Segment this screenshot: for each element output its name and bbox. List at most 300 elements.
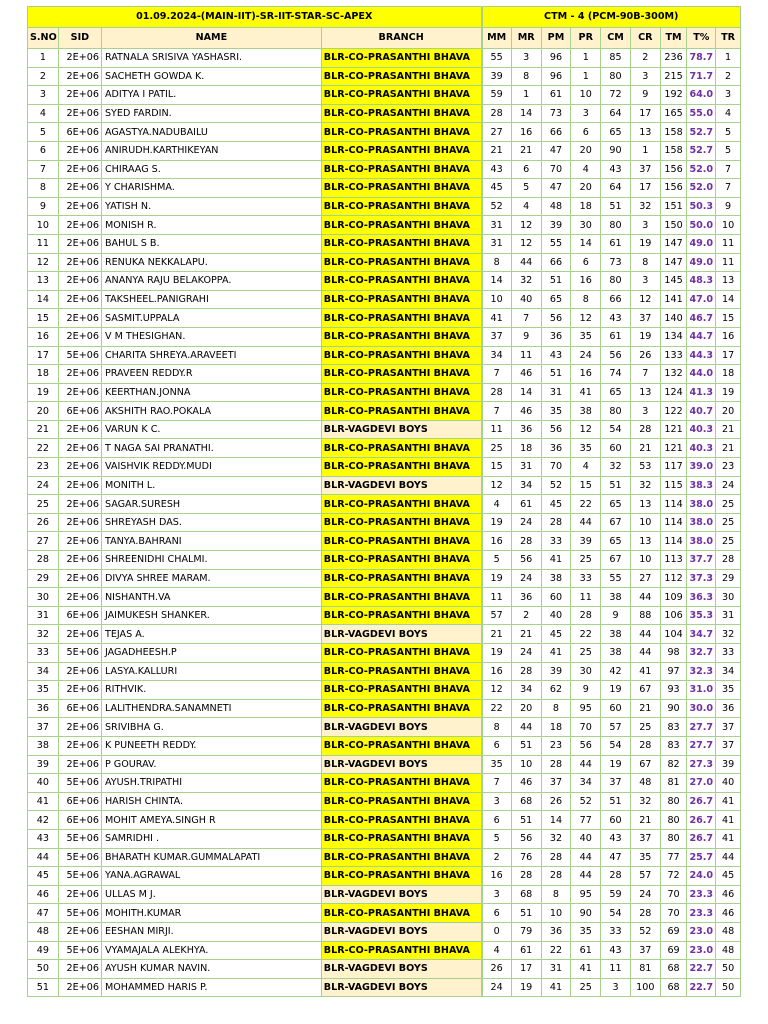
col-header-mm: MM [482,28,512,49]
cell-tpercent: 49.0 [687,253,716,272]
table-row [28,123,741,142]
cell-tr: 25 [716,495,741,514]
cell-pr: 41 [571,960,601,979]
cell-branch: BLR-VAGDEVI BOYS [321,476,481,495]
cell-name: NISHANTH.VA [101,588,321,607]
cell-cr: 67 [630,681,660,700]
cell-cm: 43 [601,941,631,960]
cell-name: CHIRAAG S. [101,160,321,179]
cell-pm: 47 [541,141,571,160]
cell-tr: 33 [716,644,741,663]
cell-sid: 5E+06 [58,346,101,365]
cell-tr: 13 [716,272,741,291]
cell-mr: 44 [511,253,541,272]
cell-cm: 43 [601,160,631,179]
cell-sno: 10 [28,216,59,235]
cell-mr: 20 [511,699,541,718]
cell-tr: 20 [716,402,741,421]
cell-tpercent: 40.7 [687,402,716,421]
cell-tm: 124 [660,383,687,402]
cell-sid: 2E+06 [58,476,101,495]
cell-mm: 0 [482,922,512,941]
cell-mr: 51 [511,811,541,830]
cell-sid: 2E+06 [58,383,101,402]
cell-tr: 25 [716,532,741,551]
cell-sno: 1 [28,49,59,68]
cell-cm: 64 [601,104,631,123]
cell-sno: 51 [28,978,59,997]
cell-name: CHARITA SHREYA.ARAVEETI [101,346,321,365]
cell-tpercent: 52.0 [687,160,716,179]
cell-branch: BLR-CO-PRASANTHI BHAVA [321,588,481,607]
table-row [28,829,741,848]
cell-pr: 16 [571,272,601,291]
cell-tr: 17 [716,346,741,365]
cell-pr: 22 [571,625,601,644]
cell-branch: BLR-CO-PRASANTHI BHAVA [321,216,481,235]
cell-tpercent: 40.3 [687,439,716,458]
cell-name: DIVYA SHREE MARAM. [101,569,321,588]
table-row [28,551,741,570]
cell-pr: 38 [571,402,601,421]
cell-pm: 8 [541,699,571,718]
table-row [28,848,741,867]
cell-name: SHREENIDHI CHALMI. [101,551,321,570]
cell-sid: 2E+06 [58,718,101,737]
cell-sid: 2E+06 [58,885,101,904]
cell-tr: 21 [716,439,741,458]
cell-mr: 51 [511,736,541,755]
cell-cr: 7 [630,365,660,384]
cell-tm: 81 [660,774,687,793]
cell-cr: 19 [630,234,660,253]
cell-sno: 43 [28,829,59,848]
cell-tm: 106 [660,606,687,625]
cell-name: MOHIT AMEYA.SINGH R [101,811,321,830]
table-row [28,476,741,495]
cell-sno: 38 [28,736,59,755]
cell-tm: 158 [660,141,687,160]
cell-cr: 35 [630,848,660,867]
cell-pr: 33 [571,569,601,588]
cell-name: LALITHENDRA.SANAMNETI [101,699,321,718]
cell-sno: 35 [28,681,59,700]
cell-pm: 28 [541,867,571,886]
cell-pr: 15 [571,476,601,495]
cell-name: V M THESIGHAN. [101,327,321,346]
cell-cm: 51 [601,476,631,495]
cell-cm: 80 [601,216,631,235]
cell-cm: 66 [601,290,631,309]
cell-mr: 2 [511,606,541,625]
cell-tr: 44 [716,848,741,867]
col-header-sid: SID [58,28,101,49]
table-row [28,86,741,105]
table-row [28,699,741,718]
table-row [28,402,741,421]
cell-mr: 36 [511,588,541,607]
cell-tr: 14 [716,290,741,309]
cell-sid: 2E+06 [58,420,101,439]
cell-tr: 39 [716,755,741,774]
cell-tpercent: 23.0 [687,922,716,941]
cell-sid: 2E+06 [58,160,101,179]
cell-name: P GOURAV. [101,755,321,774]
cell-sid: 2E+06 [58,327,101,346]
table-row [28,513,741,532]
cell-pm: 35 [541,402,571,421]
cell-sno: 2 [28,67,59,86]
cell-tr: 46 [716,885,741,904]
cell-mm: 7 [482,774,512,793]
cell-cm: 80 [601,272,631,291]
cell-sid: 2E+06 [58,365,101,384]
cell-cm: 74 [601,365,631,384]
cell-sno: 32 [28,625,59,644]
cell-mm: 10 [482,290,512,309]
cell-sid: 2E+06 [58,272,101,291]
cell-tpercent: 34.7 [687,625,716,644]
cell-tpercent: 22.7 [687,960,716,979]
cell-tpercent: 23.0 [687,941,716,960]
table-row [28,49,741,68]
cell-tr: 23 [716,458,741,477]
col-header-branch: BRANCH [321,28,481,49]
cell-mr: 7 [511,309,541,328]
cell-pm: 65 [541,290,571,309]
cell-pr: 14 [571,234,601,253]
cell-pr: 16 [571,365,601,384]
table-row [28,290,741,309]
cell-mr: 34 [511,681,541,700]
cell-name: HARISH CHINTA. [101,792,321,811]
cell-pm: 40 [541,606,571,625]
cell-sid: 2E+06 [58,216,101,235]
col-header-mr: MR [511,28,541,49]
cell-tr: 34 [716,662,741,681]
cell-cr: 8 [630,253,660,272]
cell-tm: 109 [660,588,687,607]
table-row [28,365,741,384]
cell-mr: 1 [511,86,541,105]
table-row [28,811,741,830]
cell-cr: 13 [630,495,660,514]
cell-sno: 29 [28,569,59,588]
cell-mm: 28 [482,104,512,123]
cell-mm: 31 [482,234,512,253]
cell-mr: 28 [511,532,541,551]
cell-tr: 46 [716,904,741,923]
cell-pr: 35 [571,327,601,346]
cell-tm: 165 [660,104,687,123]
cell-tpercent: 50.3 [687,197,716,216]
cell-cr: 1 [630,141,660,160]
cell-pr: 61 [571,941,601,960]
cell-cm: 90 [601,141,631,160]
cell-tm: 70 [660,885,687,904]
cell-tm: 80 [660,829,687,848]
cell-sid: 2E+06 [58,551,101,570]
cell-branch: BLR-VAGDEVI BOYS [321,625,481,644]
cell-pr: 11 [571,588,601,607]
cell-sid: 2E+06 [58,458,101,477]
cell-sid: 2E+06 [58,662,101,681]
cell-tm: 156 [660,160,687,179]
cell-tpercent: 64.0 [687,86,716,105]
cell-cr: 48 [630,774,660,793]
cell-tr: 11 [716,253,741,272]
cell-pm: 52 [541,476,571,495]
cell-pr: 1 [571,49,601,68]
cell-cr: 88 [630,606,660,625]
cell-pr: 20 [571,141,601,160]
cell-pm: 31 [541,960,571,979]
cell-branch: BLR-VAGDEVI BOYS [321,960,481,979]
cell-tpercent: 38.0 [687,495,716,514]
cell-name: AGASTYA.NADUBAILU [101,123,321,142]
cell-sno: 44 [28,848,59,867]
cell-pm: 56 [541,420,571,439]
cell-pm: 31 [541,383,571,402]
cell-branch: BLR-CO-PRASANTHI BHAVA [321,253,481,272]
cell-branch: BLR-CO-PRASANTHI BHAVA [321,346,481,365]
cell-sno: 41 [28,792,59,811]
cell-sno: 12 [28,253,59,272]
cell-pm: 66 [541,253,571,272]
cell-pm: 8 [541,885,571,904]
cell-cm: 3 [601,978,631,997]
cell-mm: 16 [482,867,512,886]
cell-tr: 45 [716,867,741,886]
cell-pr: 44 [571,848,601,867]
cell-mr: 36 [511,420,541,439]
cell-cr: 2 [630,49,660,68]
cell-cm: 60 [601,439,631,458]
cell-sid: 5E+06 [58,904,101,923]
cell-cm: 38 [601,644,631,663]
cell-sno: 39 [28,755,59,774]
table-row [28,718,741,737]
cell-tr: 32 [716,625,741,644]
cell-sid: 6E+06 [58,792,101,811]
cell-name: T NAGA SAI PRANATHI. [101,439,321,458]
cell-cr: 21 [630,699,660,718]
cell-mm: 4 [482,495,512,514]
cell-name: AKSHITH RAO.POKALA [101,402,321,421]
cell-branch: BLR-CO-PRASANTHI BHAVA [321,867,481,886]
cell-pm: 22 [541,941,571,960]
cell-branch: BLR-CO-PRASANTHI BHAVA [321,904,481,923]
cell-branch: BLR-CO-PRASANTHI BHAVA [321,513,481,532]
cell-branch: BLR-CO-PRASANTHI BHAVA [321,662,481,681]
cell-mr: 32 [511,272,541,291]
cell-pm: 28 [541,755,571,774]
cell-tr: 2 [716,67,741,86]
cell-cr: 9 [630,86,660,105]
cell-tm: 121 [660,420,687,439]
cell-mr: 4 [511,197,541,216]
cell-pm: 96 [541,67,571,86]
cell-name: BHARATH KUMAR.GUMMALAPATI [101,848,321,867]
table-row [28,234,741,253]
cell-tr: 30 [716,588,741,607]
cell-mm: 7 [482,402,512,421]
cell-pm: 41 [541,978,571,997]
cell-cm: 65 [601,532,631,551]
cell-cm: 43 [601,309,631,328]
cell-tm: 69 [660,922,687,941]
cell-cm: 9 [601,606,631,625]
cell-name: YANA.AGRAWAL [101,867,321,886]
col-header-pr: PR [571,28,601,49]
cell-tpercent: 46.7 [687,309,716,328]
column-header-row [28,28,741,49]
cell-mm: 6 [482,811,512,830]
cell-branch: BLR-CO-PRASANTHI BHAVA [321,848,481,867]
cell-mm: 45 [482,179,512,198]
table-row [28,904,741,923]
cell-tpercent: 26.7 [687,811,716,830]
cell-tr: 11 [716,234,741,253]
cell-mr: 9 [511,327,541,346]
cell-tpercent: 30.0 [687,699,716,718]
cell-tpercent: 39.0 [687,458,716,477]
cell-sid: 2E+06 [58,49,101,68]
cell-tm: 158 [660,123,687,142]
cell-name: ADITYA I PATIL. [101,86,321,105]
cell-sno: 21 [28,420,59,439]
cell-sid: 6E+06 [58,699,101,718]
table-row [28,681,741,700]
cell-branch: BLR-CO-PRASANTHI BHAVA [321,179,481,198]
cell-tm: 150 [660,216,687,235]
results-sheet [27,6,741,997]
cell-sid: 2E+06 [58,439,101,458]
cell-pm: 48 [541,197,571,216]
cell-pr: 25 [571,978,601,997]
cell-mr: 44 [511,718,541,737]
cell-cr: 3 [630,67,660,86]
cell-tm: 90 [660,699,687,718]
cell-pr: 25 [571,551,601,570]
cell-cm: 67 [601,513,631,532]
cell-mr: 21 [511,625,541,644]
cell-sno: 15 [28,309,59,328]
cell-pr: 12 [571,309,601,328]
cell-tpercent: 22.7 [687,978,716,997]
cell-cr: 52 [630,922,660,941]
cell-pm: 28 [541,848,571,867]
cell-tr: 16 [716,327,741,346]
cell-cr: 44 [630,588,660,607]
cell-mr: 28 [511,867,541,886]
table-row [28,272,741,291]
cell-pm: 55 [541,234,571,253]
cell-name: KEERTHAN.JONNA [101,383,321,402]
cell-pr: 39 [571,532,601,551]
cell-cr: 19 [630,327,660,346]
cell-cr: 17 [630,179,660,198]
cell-name: SAGAR.SURESH [101,495,321,514]
cell-tpercent: 23.3 [687,904,716,923]
cell-mm: 16 [482,662,512,681]
cell-pm: 62 [541,681,571,700]
cell-mr: 68 [511,885,541,904]
cell-branch: BLR-CO-PRASANTHI BHAVA [321,644,481,663]
cell-branch: BLR-CO-PRASANTHI BHAVA [321,160,481,179]
cell-mm: 14 [482,272,512,291]
cell-sno: 31 [28,606,59,625]
cell-pm: 36 [541,439,571,458]
cell-sid: 5E+06 [58,774,101,793]
cell-sno: 45 [28,867,59,886]
cell-name: BAHUL S B. [101,234,321,253]
cell-tm: 145 [660,272,687,291]
cell-name: RITHVIK. [101,681,321,700]
col-header-tm: TM [660,28,687,49]
cell-tm: 98 [660,644,687,663]
cell-sno: 50 [28,960,59,979]
cell-tm: 70 [660,904,687,923]
cell-mm: 31 [482,216,512,235]
table-row [28,458,741,477]
cell-sno: 20 [28,402,59,421]
cell-cm: 19 [601,681,631,700]
cell-sno: 14 [28,290,59,309]
cell-tm: 82 [660,755,687,774]
cell-mr: 11 [511,346,541,365]
cell-sid: 5E+06 [58,644,101,663]
cell-tr: 41 [716,829,741,848]
cell-pr: 22 [571,495,601,514]
cell-pm: 18 [541,718,571,737]
cell-sno: 7 [28,160,59,179]
cell-pm: 33 [541,532,571,551]
cell-mm: 24 [482,978,512,997]
cell-mm: 8 [482,253,512,272]
cell-sno: 30 [28,588,59,607]
cell-tr: 35 [716,681,741,700]
table-row [28,588,741,607]
cell-branch: BLR-CO-PRASANTHI BHAVA [321,495,481,514]
cell-sid: 5E+06 [58,829,101,848]
cell-pr: 6 [571,253,601,272]
cell-pr: 18 [571,197,601,216]
cell-branch: BLR-CO-PRASANTHI BHAVA [321,829,481,848]
cell-cm: 60 [601,699,631,718]
cell-name: VARUN K C. [101,420,321,439]
cell-pm: 60 [541,588,571,607]
cell-cr: 28 [630,904,660,923]
cell-branch: BLR-CO-PRASANTHI BHAVA [321,736,481,755]
cell-cr: 24 [630,885,660,904]
cell-mr: 10 [511,755,541,774]
title-row [28,7,741,28]
cell-cm: 55 [601,569,631,588]
cell-branch: BLR-CO-PRASANTHI BHAVA [321,234,481,253]
cell-mr: 5 [511,179,541,198]
cell-cr: 13 [630,383,660,402]
cell-cm: 32 [601,458,631,477]
cell-branch: BLR-CO-PRASANTHI BHAVA [321,141,481,160]
table-row [28,346,741,365]
cell-cm: 60 [601,811,631,830]
cell-tpercent: 48.3 [687,272,716,291]
cell-sid: 2E+06 [58,141,101,160]
cell-tm: 112 [660,569,687,588]
cell-sid: 6E+06 [58,811,101,830]
cell-tpercent: 27.3 [687,755,716,774]
